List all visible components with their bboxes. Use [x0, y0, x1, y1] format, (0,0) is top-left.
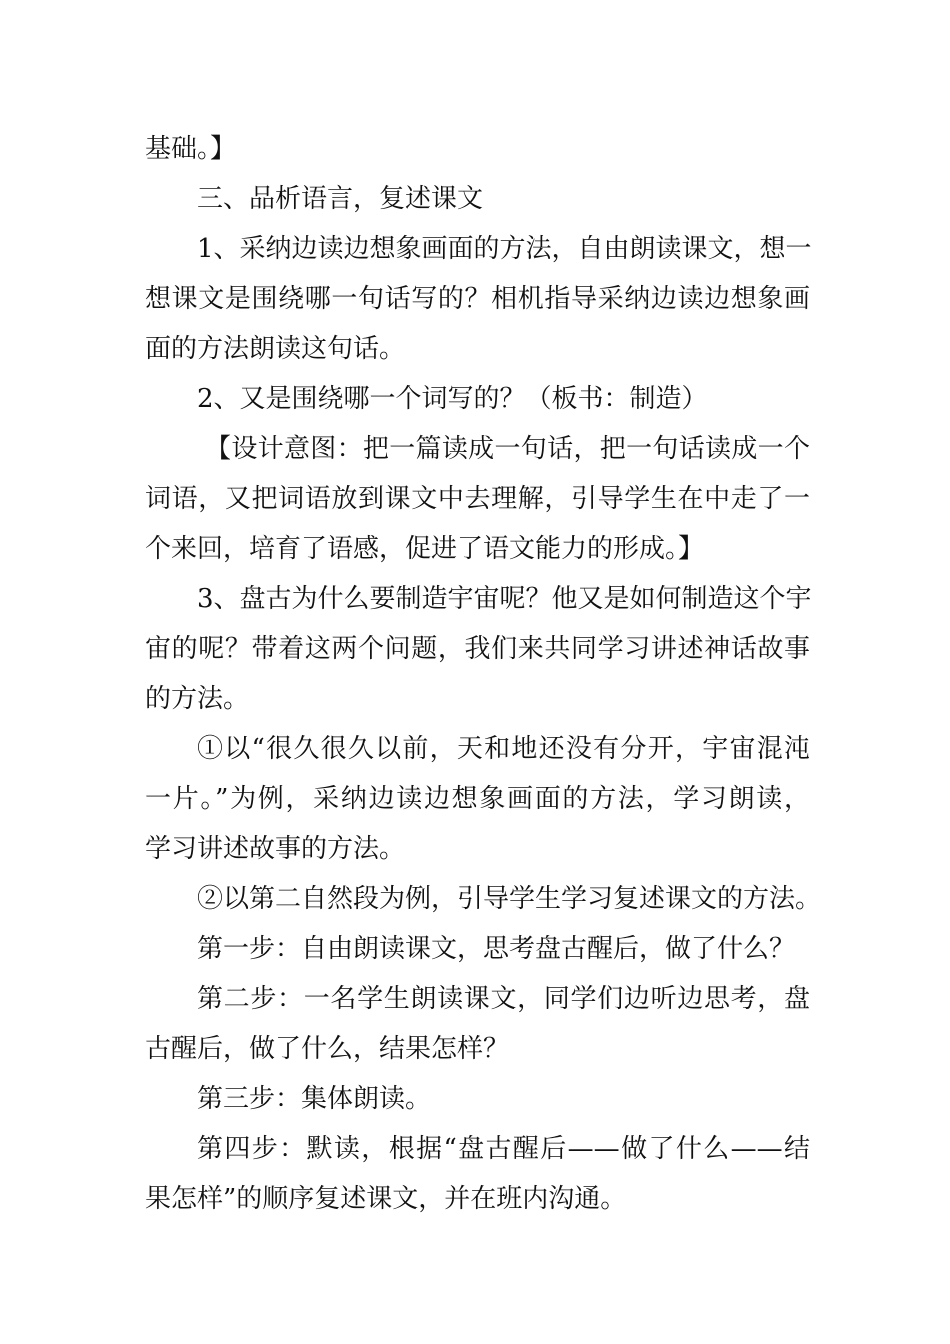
paragraph-line: 宙的呢？带着这两个问题，我们来共同学习讲述神话故事 [145, 634, 810, 664]
paragraph-line: 的方法。 [145, 684, 250, 714]
paragraph-line: 基础。】 [145, 134, 237, 164]
paragraph-line: 3、盘古为什么要制造宇宙呢？他又是如何制造这个宇 [197, 584, 812, 614]
paragraph-line: 1、采纳边读边想象画面的方法，自由朗读课文，想一 [197, 234, 812, 264]
paragraph-line: 想课文是围绕哪一句话写的？相机指导采纳边读边想象画 [145, 284, 810, 314]
paragraph-line: 2、又是围绕哪一个词写的？（板书：制造） [197, 384, 708, 414]
step-line: 古醒后，做了什么，结果怎样？ [145, 1034, 510, 1064]
paragraph-line: 面的方法朗读这句话。 [145, 334, 406, 364]
paragraph-line: 一片。”为例，采纳边读边想象画面的方法，学习朗读， [145, 784, 810, 814]
step-line: 第四步：默读，根据“盘古醒后——做了什么——结 [197, 1134, 810, 1164]
paragraph-line: 学习讲述故事的方法。 [145, 834, 406, 864]
design-intent-line: 词语，又把词语放到课文中去理解，引导学生在中走了一 [145, 484, 810, 514]
design-intent-line: 个来回，培育了语感，促进了语文能力的形成。】 [145, 534, 705, 564]
step-line: 果怎样”的顺序复述课文，并在班内沟通。 [145, 1184, 627, 1214]
document-body [145, 124, 822, 1224]
paragraph-line: ①以“很久很久以前，天和地还没有分开，宇宙混沌 [197, 734, 810, 764]
step-line: 第三步：集体朗读。 [197, 1084, 432, 1114]
design-intent-line: 【设计意图：把一篇读成一句话，把一句话读成一个 [205, 434, 810, 464]
step-line: 第二步：一名学生朗读课文，同学们边听边思考，盘 [197, 984, 810, 1014]
paragraph-line: ②以第二自然段为例，引导学生学习复述课文的方法。 [197, 884, 822, 914]
section-heading: 三、品析语言，复述课文 [197, 184, 484, 214]
step-line: 第一步：自由朗读课文，思考盘古醒后，做了什么？ [197, 934, 796, 964]
